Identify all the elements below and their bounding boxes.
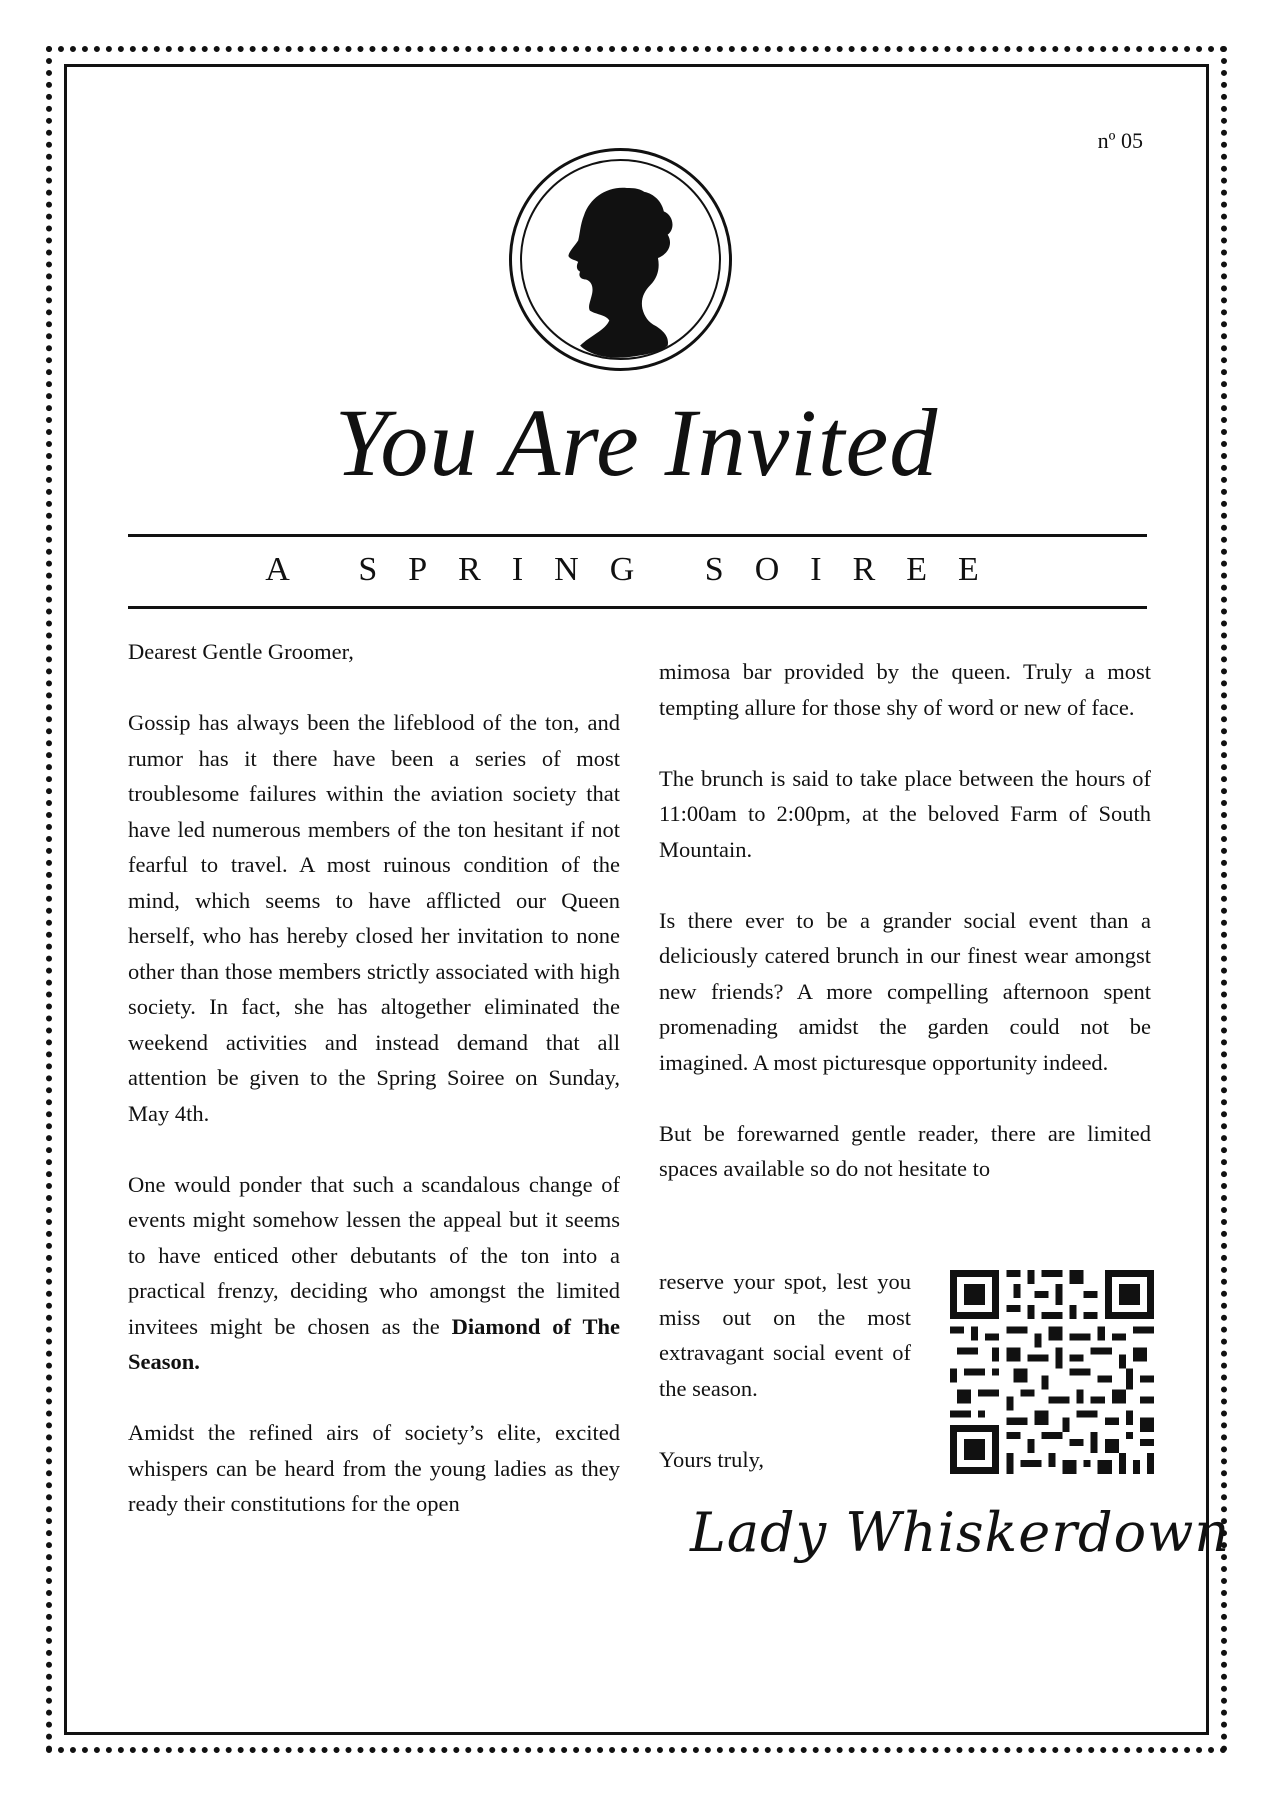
closing: Yours truly, bbox=[659, 1446, 765, 1472]
reserve-block bbox=[659, 1264, 911, 1513]
qr-code-icon[interactable] bbox=[950, 1270, 1154, 1474]
whispers-paragraph: Amidst the refined airs of society’s elite, excited whispers can be heard from the young ladies as they ready their constitutions for the open bbox=[128, 1420, 620, 1516]
diamond-of-season: Diamond of The Season. bbox=[128, 1313, 621, 1374]
top-rule bbox=[128, 534, 1147, 537]
signature: Lady Whiskerdown bbox=[690, 1501, 1231, 1564]
salutation: Dearest Gentle Groomer, bbox=[128, 639, 354, 664]
subtitle: A SPRING SOIREE bbox=[265, 551, 1010, 588]
lady-silhouette-icon bbox=[512, 151, 729, 368]
frenzy-paragraph bbox=[128, 1167, 620, 1380]
page-title: You Are Invited bbox=[334, 389, 939, 496]
right-column bbox=[659, 654, 1151, 1187]
qr-code-graphic bbox=[950, 1270, 1154, 1474]
left-column bbox=[128, 634, 620, 1557]
grander-event-paragraph: Is there ever to be a grander social event than a deliciously catered brunch in our finest wear amongst new friends? A more compelling afternoon spent promenading amidst the garden could not be imagined. A most picturesque opportunity indeed. bbox=[659, 907, 1151, 1075]
reserve-paragraph: reserve your spot, lest you miss out on the most extravagant social event of the season. bbox=[659, 1269, 911, 1401]
gossip-paragraph: Gossip has always been the lifeblood of the ton, and rumor has it there have been a series of most troublesome failures within the aviation society that have led numerous members of the ton hesitant if not fearful to travel. A most ruinous condition of the mind, which seems to have afflicted our Queen herself, who has hereby closed her invitation to none other than those members strictly associated with high society. In fact, she has altogether eliminated the weekend activities and instead demand that all attention be given to the Spring Soiree on Sunday, May 4th. bbox=[128, 710, 620, 1126]
issue-number: nº 05 bbox=[1097, 128, 1143, 153]
frenzy-text: One would ponder that such a scandalous change of events might somehow lessen the appeal but it seems to have enticed other debutants of the ton into a practical frenzy, deciding who amongst the limited invitees might be chosen as the bbox=[128, 1171, 620, 1339]
brunch-time-paragraph: The brunch is said to take place between the hours of 11:00am to 2:00pm, at the beloved Farm of South Mountain. bbox=[659, 765, 1151, 862]
mimosa-paragraph: mimosa bar provided by the queen. Truly a most tempting allure for those shy of word or new of face. bbox=[659, 659, 1151, 720]
cameo-frame bbox=[509, 148, 732, 371]
bottom-rule bbox=[128, 606, 1147, 609]
forewarned-paragraph: But be forewarned gentle reader, there are limited spaces available so do not hesitate to bbox=[659, 1120, 1151, 1181]
